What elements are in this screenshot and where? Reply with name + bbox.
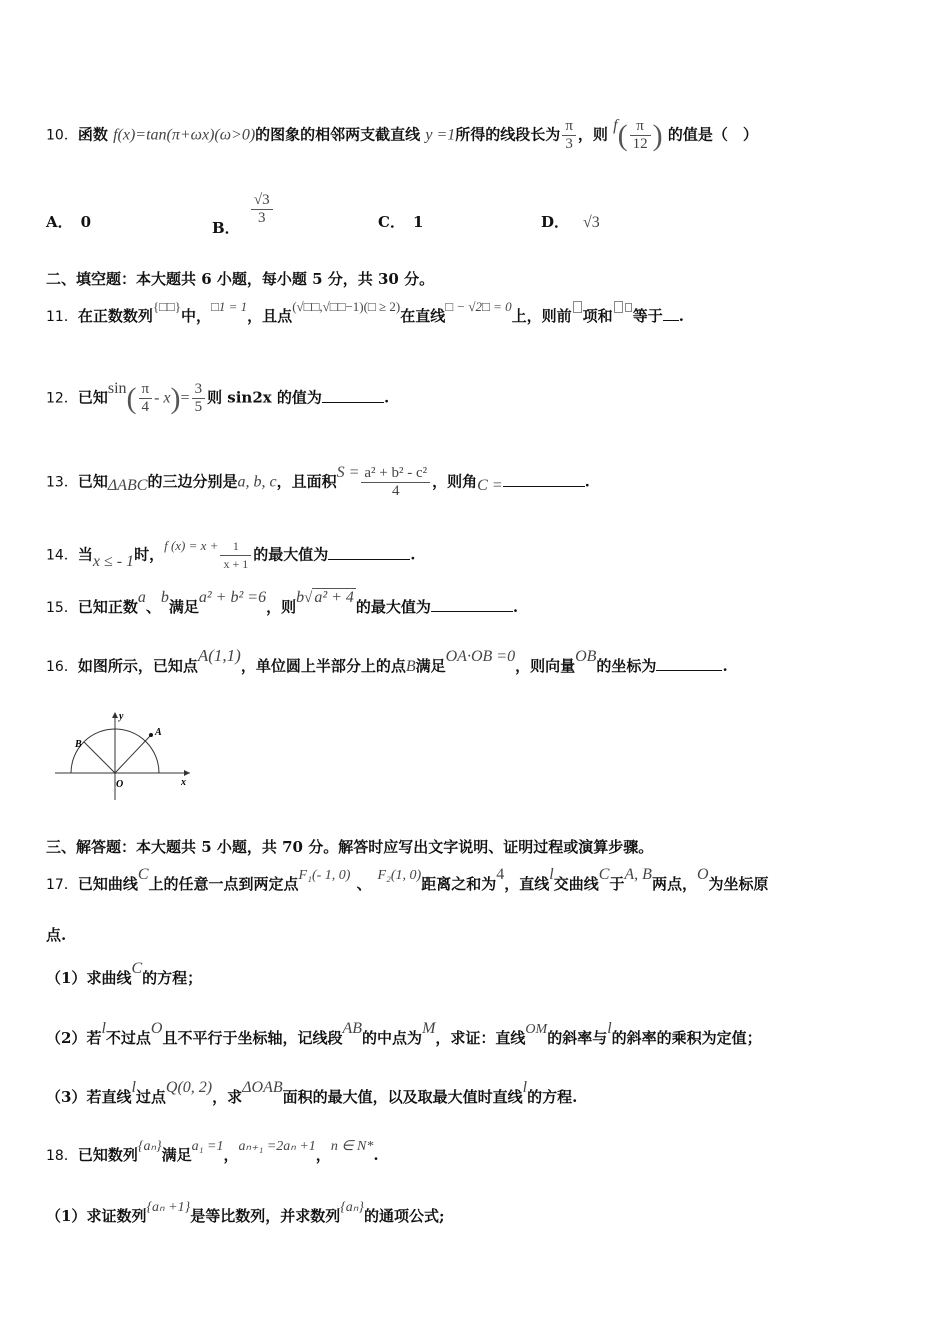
question-12: 12．已知sin( $\frac{\pi}{4}$ - x)= $\frac{3}{5}$ 则 sin2x 的值为 . [46, 379, 390, 415]
question-17-part-3: （3）若直线l过点Q(0, 2)，求ΔOAB面积的最大值，以及取最大值时直线l的方程. [46, 1079, 578, 1106]
question-10: 10．函数 f(x)=tan(π+ωx)(ω>0)的图象的相邻两支截直线 y =1所得的线段长为 $\frac{\pi}{3}$ ，则 f( $\frac{\pi}{12}$ ) 的值是（ ） [46, 116, 758, 152]
point-a [149, 733, 153, 737]
b-label: B [75, 739, 82, 750]
unit-circle-figure [50, 700, 200, 810]
question-17-part-2: （2）若l不过点O且不平行于坐标轴，记线段AB的中点为M，求证：直线OM的斜率与l的斜率的乘积为定值； [46, 1020, 762, 1047]
option-a[interactable]: A． 0 [46, 213, 92, 231]
question-17-part-1: （1）求曲线C的方程； [46, 960, 203, 987]
question-17-continued: 点. [46, 926, 67, 944]
origin-label: O [116, 779, 124, 790]
section-3-heading: 三、解答题：本大题共 5 小题，共 70 分。解答时应写出文字说明、证明过程或演算步骤。 [46, 838, 654, 856]
question-18: 18．已知数列{aₙ}满足a₁ =1，aₙ₊₁ =2aₙ +1，n ∈ N*. [46, 1139, 379, 1164]
option-d[interactable]: D． √3 [541, 213, 600, 231]
section-2-heading: 二、填空题：本大题共 6 小题，每小题 5 分，共 30 分。 [46, 270, 435, 288]
segment-oa [115, 735, 151, 773]
question-18-part-1: （1）求证数列{aₙ +1}是等比数列，并求数列{aₙ}的通项公式; [46, 1200, 445, 1225]
question-number: 10． [46, 127, 78, 144]
a-label: A [155, 727, 162, 738]
function-expression: f(x)=tan(π+ωx)(ω>0) [113, 126, 256, 144]
question-14: 14．当x ≤ - 1时，f (x) = x + $\frac{1}{x + 1}$ 的最大值为 . [46, 537, 416, 571]
question-16: 16．如图所示，已知点A(1,1)，单位圆上半部分上的点B满足OA·OB =0，则向量OB的坐标为 . [46, 646, 728, 675]
y-label: y [119, 711, 124, 722]
segment-fraction: $\frac{\pi}{3}$ [562, 118, 576, 153]
x-label: x [181, 777, 186, 788]
question-17: 17．已知曲线C上的任意一点到两定点F₁(- 1, 0) 、 F₂(1, 0)距离之和为4，直线l交曲线C于A, B两点，O为坐标原 [46, 866, 769, 893]
segment-ob [84, 742, 115, 773]
option-c[interactable]: C． 1 [378, 213, 424, 231]
option-b[interactable]: B． $\frac{√3}{3}$ [212, 192, 275, 227]
question-15: 15．已知正数a、b满足a² + b² =6，则b√ a² + 4的最大值为 . [46, 589, 519, 616]
question-11: 11．在正数数列{□□}中，□1 = 1，且点(√□□,√□□−1)(□ ≥ 2)在直线□ − √2□ = 0上，则前 项和 等于 . [46, 299, 684, 325]
argument-fraction: $\frac{\pi}{12}$ [630, 118, 651, 153]
question-13: 13．已知ΔABC的三边分别是a, b, c，且面积S = $\frac{\text{a² + b² - c²}}{4}$ ，则角C = . [46, 463, 590, 499]
